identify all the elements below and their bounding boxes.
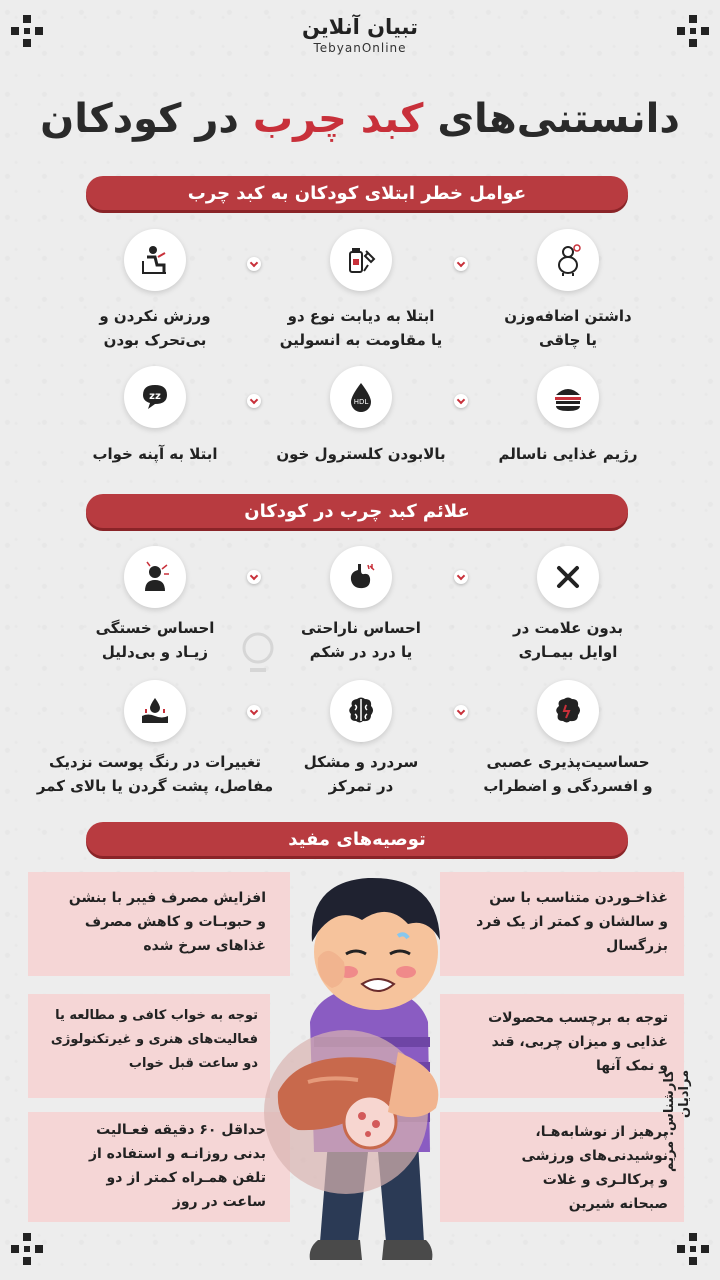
tip-left-1-line-1: افزایش مصرف فیبر با بنشن (68, 890, 266, 906)
tip-right-3-line-2: نوشیدنی‌های ورزشی (521, 1148, 668, 1164)
tip-left-1-line-3: غذاهای سرخ شده (143, 938, 266, 954)
sleep-bubble-icon (138, 380, 172, 414)
symptom-label-6-line-2: مفاصل، پشت گردن یا بالای کمر (36, 777, 274, 795)
symptom-icon-3 (124, 546, 186, 608)
symptom-label-6-line-1: تغییرات در رنگ پوست نزدیک (48, 753, 262, 771)
hdl-drop-icon (344, 380, 378, 414)
symptom-label-3-line-2: زیـاد و بی‌دلیل (101, 643, 209, 661)
burger-icon (551, 380, 585, 414)
tip-right-3-line-3: و پرکالـری و غلات (542, 1172, 668, 1188)
risk-icon-1 (537, 229, 599, 291)
angry-brain-icon (551, 694, 585, 728)
tip-right-2-line-3: و نمک آنها (596, 1058, 668, 1074)
tip-left-3-line-2: بدنی روزانـه و استفاده از (88, 1146, 266, 1162)
brand-name-en: TebyanOnline (313, 41, 407, 55)
brain-icon (344, 694, 378, 728)
risk-label-4: رژیم غذایی ناسالم (498, 445, 638, 463)
separator-dot (454, 257, 468, 271)
tip-right-2-line-1: توجه به برچسب محصولات (488, 1010, 668, 1026)
tired-person-icon (138, 560, 172, 594)
symptom-label-4 (468, 750, 668, 798)
risk-label-2 (261, 304, 461, 352)
risk-icon-2 (330, 229, 392, 291)
symptom-label-1 (468, 616, 668, 664)
title-part-2: کبد چرب (252, 96, 424, 142)
cross-icon (551, 560, 585, 594)
brand-logo (0, 14, 720, 56)
tip-right-1-line-1: غذاخـوردن متناسب با سن (489, 890, 668, 906)
tip-left-2-line-1: توجه به خواب کافی و مطالعه یا (55, 1008, 258, 1023)
risk-label-3 (55, 304, 255, 352)
insulin-vial-icon (344, 243, 378, 277)
symptom-label-6 (30, 750, 280, 798)
section-symptoms-header: علائم کبد چرب در کودکان (86, 494, 628, 528)
risk-label-2-line-1: ابتلا به دیابت نوع دو (287, 307, 435, 325)
tip-left-1-line-2: و حبوبـات و کاهش مصرف (84, 914, 266, 930)
separator-dot (454, 394, 468, 408)
risk-label-2-line-2: یا مقاومت به انسولین (279, 331, 443, 349)
corner-ornament-icon (10, 1232, 44, 1266)
title-part-3: در کودکان (40, 96, 239, 142)
symptom-icon-4 (537, 680, 599, 742)
couch-sitting-icon (138, 243, 172, 277)
tip-left-2-line-2: فعالیت‌های هنری و غیرتکنولوژی (50, 1032, 258, 1047)
tip-right-2-line-2: غذایی و میزان چربی، قند (491, 1034, 668, 1050)
brand-name-fa: تبیان آنلاین (302, 15, 418, 39)
symptom-label-5-line-2: در تمرکز (328, 777, 394, 795)
symptom-icon-1 (537, 546, 599, 608)
symptom-label-2-line-2: یا درد در شکم (309, 643, 413, 661)
separator-dot (247, 394, 261, 408)
corner-ornament-icon (676, 1232, 710, 1266)
risk-label-5: بالابودن کلسترول خون (276, 445, 446, 463)
svg-text:HDL: HDL (353, 398, 369, 406)
stomach-pain-icon (344, 560, 378, 594)
symptom-label-1-line-1: بدون علامت در (512, 619, 623, 637)
overweight-child-icon (551, 243, 585, 277)
tip-left-3 (28, 1112, 290, 1222)
risk-label-1-line-2: یا چاقی (539, 331, 597, 349)
symptom-label-2 (261, 616, 461, 664)
symptom-label-4-line-2: و افسردگی و اضطراب (483, 777, 653, 795)
tip-left-1 (28, 872, 290, 976)
tip-left-2-line-3: دو ساعت قبل خواب (128, 1056, 258, 1071)
section-tips-header: توصیه‌های مفید (86, 822, 628, 856)
risk-label-1-line-1: داشتن اضافه‌وزن (504, 307, 632, 325)
skin-drop-icon (138, 694, 172, 728)
watermark-logo-icon (238, 630, 278, 680)
risk-icon-6 (124, 366, 186, 428)
risk-icon-5 (330, 366, 392, 428)
tip-left-3-line-3: تلفن همـراه کمتر از دو (106, 1170, 266, 1186)
separator-dot (247, 257, 261, 271)
risk-icon-4 (537, 366, 599, 428)
tip-left-3-line-4: ساعت در روز (172, 1194, 266, 1210)
symptom-label-4-line-1: حساسیت‌پذیری عصبی (486, 753, 650, 771)
title-part-1: دانستنی‌های (437, 96, 680, 142)
symptom-icon-6 (124, 680, 186, 742)
tip-right-1-line-2: و سالشان و کمتر از یک فرد (476, 914, 668, 930)
symptom-label-2-line-1: احساس ناراحتی (301, 619, 421, 637)
boy-stomachache-illustration (258, 862, 480, 1272)
symptom-icon-5 (330, 680, 392, 742)
symptom-label-1-line-2: اوایل بیمـاری (518, 643, 618, 661)
separator-dot (454, 705, 468, 719)
page-title (0, 92, 720, 146)
author-credit: کارشناس: مریم مرادیان (662, 1070, 692, 1172)
svg-text:zz: zz (149, 391, 161, 402)
risk-label-3-line-1: ورزش نکردن و (99, 307, 211, 325)
symptom-label-3-line-1: احساس خستگی (95, 619, 215, 637)
separator-dot (247, 705, 261, 719)
tip-right-3-line-1: پرهیز از نوشابه‌هـا، (535, 1124, 668, 1140)
risk-label-1 (468, 304, 668, 352)
symptom-label-3 (55, 616, 255, 664)
separator-dot (247, 570, 261, 584)
risk-label-3-line-2: بی‌تحرک بودن (103, 331, 207, 349)
risk-icon-3 (124, 229, 186, 291)
symptom-label-5-line-1: سردرد و مشکل (303, 753, 419, 771)
tip-right-1-line-3: بزرگسال (606, 938, 668, 954)
symptom-label-5 (261, 750, 461, 798)
symptom-icon-2 (330, 546, 392, 608)
tip-right-3-line-4: صبحانه شیرین (568, 1196, 668, 1212)
tip-left-3-line-1: حداقل ۶۰ دقیقه فعـالیت (96, 1122, 266, 1138)
risk-label-6: ابتلا به آپنه خواب (92, 445, 218, 463)
tip-left-2 (28, 994, 270, 1098)
separator-dot (454, 570, 468, 584)
section-risk-header: عوامل خطر ابتلای کودکان به کبد چرب (86, 176, 628, 210)
